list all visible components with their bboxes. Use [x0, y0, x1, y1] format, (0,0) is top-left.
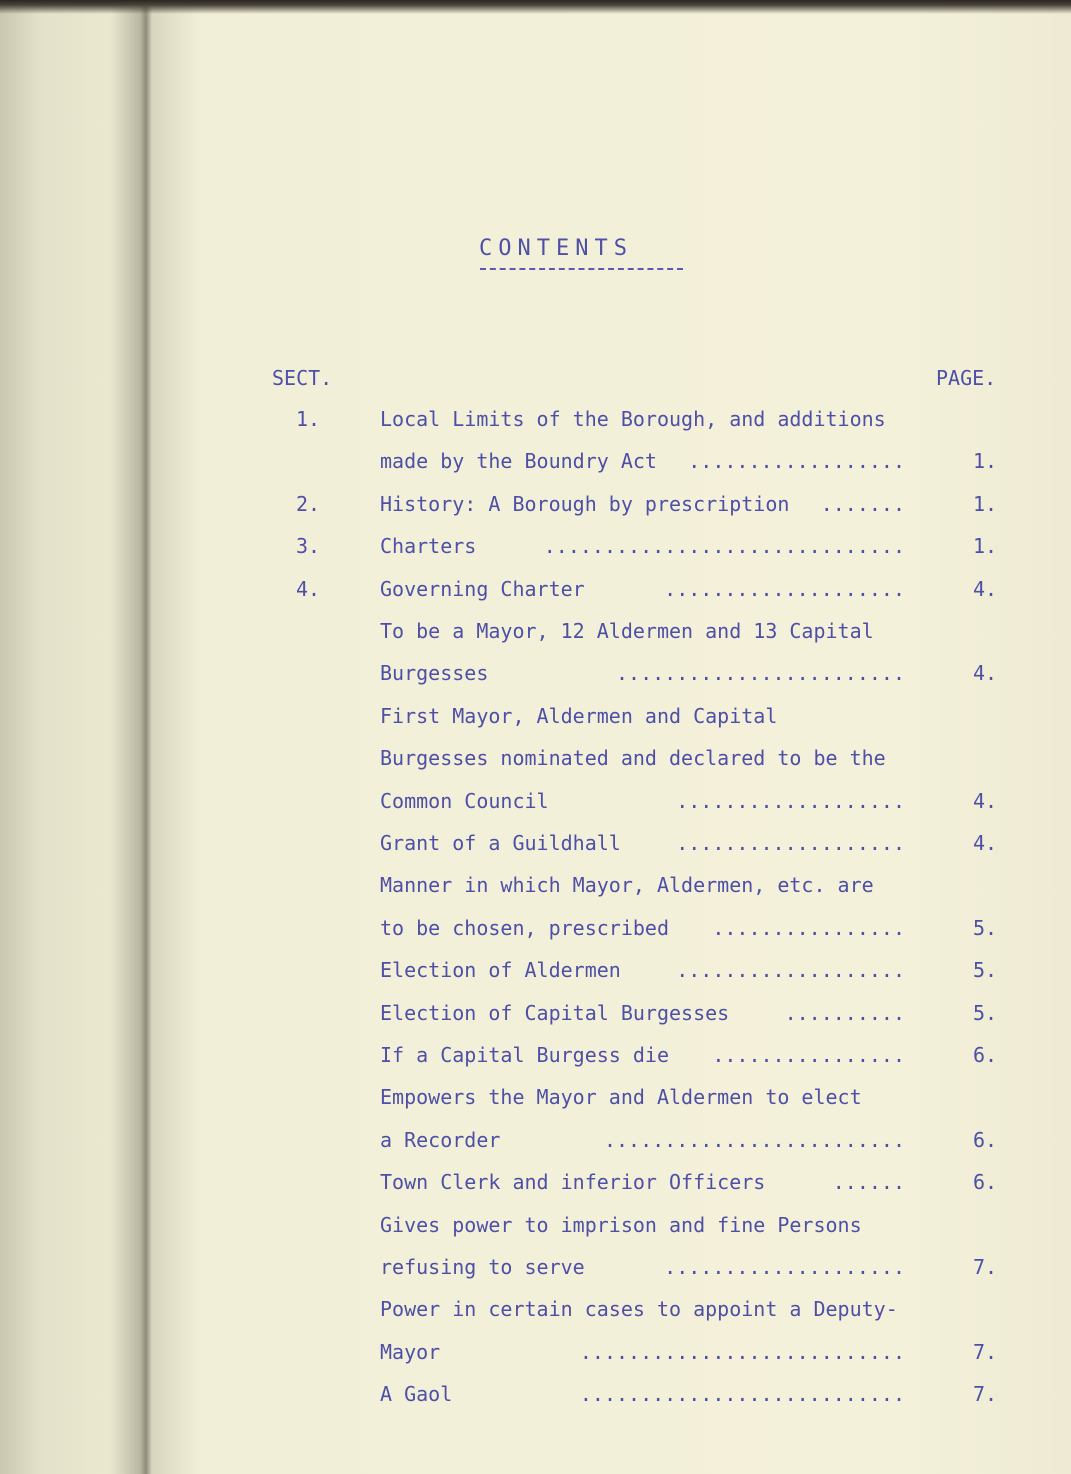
- contents-entry: [0, 1294, 1071, 1324]
- contents-entry: [0, 786, 1071, 816]
- entry-page-number: 6.: [973, 1170, 998, 1194]
- entry-title: Common Council: [380, 789, 549, 813]
- entry-page-number: 5.: [973, 958, 998, 982]
- contents-entry: [0, 1252, 1071, 1282]
- contents-entry: [0, 870, 1071, 900]
- heading-underline: [480, 268, 683, 270]
- entry-title: Governing Charter: [380, 577, 585, 601]
- entry-title: Mayor: [380, 1340, 441, 1364]
- entry-dot-leader: ..................: [688, 449, 905, 473]
- contents-heading: CONTENTS: [479, 236, 633, 261]
- contents-entry: [0, 531, 1071, 561]
- contents-entry: [0, 1082, 1071, 1112]
- contents-entry: [0, 616, 1071, 646]
- entry-dot-leader: ...........................: [579, 1382, 905, 1406]
- contents-entry: [0, 1210, 1071, 1240]
- contents-entry: [0, 1167, 1071, 1197]
- entry-dot-leader: ...........................: [579, 1340, 905, 1364]
- contents-entry: [0, 701, 1071, 731]
- entry-title: Election of Aldermen: [380, 958, 621, 982]
- page-top-shadow: [0, 0, 1071, 14]
- entry-page-number: 7.: [973, 1382, 998, 1406]
- entry-dot-leader: ......: [832, 1170, 905, 1194]
- entry-title: Town Clerk and inferior Officers: [380, 1170, 766, 1194]
- entry-section-number: 3.: [296, 534, 321, 558]
- entry-page-number: 1.: [973, 492, 998, 516]
- contents-entry: [0, 828, 1071, 858]
- entry-title: To be a Mayor, 12 Aldermen and 13 Capital: [380, 619, 874, 643]
- entry-section-number: 2.: [296, 492, 321, 516]
- entry-title: Burgesses: [380, 661, 489, 685]
- entry-dot-leader: ..........: [784, 1001, 905, 1025]
- page-column-header: PAGE.: [936, 366, 997, 390]
- entry-title: If a Capital Burgess die: [380, 1043, 669, 1067]
- entry-dot-leader: ................: [712, 1043, 905, 1067]
- entry-title: refusing to serve: [380, 1255, 585, 1279]
- entry-title: A Gaol: [380, 1382, 453, 1406]
- contents-entry: [0, 489, 1071, 519]
- entry-section-number: 4.: [296, 577, 321, 601]
- entry-title: Manner in which Mayor, Aldermen, etc. are: [380, 873, 874, 897]
- contents-entry: [0, 743, 1071, 773]
- entry-title: Empowers the Mayor and Aldermen to elect: [380, 1085, 862, 1109]
- contents-entry: [0, 574, 1071, 604]
- contents-entry: [0, 998, 1071, 1028]
- contents-entry: [0, 1040, 1071, 1070]
- entry-dot-leader: ...................: [676, 958, 905, 982]
- entry-title: Local Limits of the Borough, and additions: [380, 407, 886, 431]
- entry-title: History: A Borough by prescription: [380, 492, 790, 516]
- entry-page-number: 7.: [973, 1340, 998, 1364]
- entry-dot-leader: .......: [820, 492, 905, 516]
- entry-page-number: 4.: [973, 789, 998, 813]
- contents-entry: [0, 955, 1071, 985]
- entry-dot-leader: .........................: [603, 1128, 905, 1152]
- entry-title: Power in certain cases to appoint a Deputy-: [380, 1297, 898, 1321]
- entry-page-number: 6.: [973, 1128, 998, 1152]
- entry-dot-leader: ....................: [664, 577, 905, 601]
- entry-dot-leader: ..............................: [543, 534, 905, 558]
- contents-entry: [0, 1379, 1071, 1409]
- contents-entry: [0, 913, 1071, 943]
- entry-title: Election of Capital Burgesses: [380, 1001, 730, 1025]
- contents-entry: [0, 1125, 1071, 1155]
- entry-title: Charters: [380, 534, 477, 558]
- entry-title: to be chosen, prescribed: [380, 916, 669, 940]
- entry-page-number: 4.: [973, 577, 998, 601]
- entry-page-number: 7.: [973, 1255, 998, 1279]
- entry-title: Grant of a Guildhall: [380, 831, 621, 855]
- entry-page-number: 1.: [973, 534, 998, 558]
- entry-page-number: 5.: [973, 1001, 998, 1025]
- entry-dot-leader: ........................: [616, 661, 905, 685]
- entry-title: Gives power to imprison and fine Persons: [380, 1213, 862, 1237]
- entry-page-number: 4.: [973, 661, 998, 685]
- contents-entry: [0, 446, 1071, 476]
- entry-title: a Recorder: [380, 1128, 501, 1152]
- entry-page-number: 1.: [973, 449, 998, 473]
- entry-title: First Mayor, Aldermen and Capital: [380, 704, 778, 728]
- entry-dot-leader: ....................: [664, 1255, 905, 1279]
- entry-dot-leader: ................: [712, 916, 905, 940]
- contents-entry: [0, 404, 1071, 434]
- section-column-header: SECT.: [272, 366, 333, 390]
- entry-title: made by the Boundry Act: [380, 449, 657, 473]
- entry-section-number: 1.: [296, 407, 321, 431]
- entry-page-number: 6.: [973, 1043, 998, 1067]
- contents-entry: [0, 658, 1071, 688]
- entry-page-number: 5.: [973, 916, 998, 940]
- contents-entry: [0, 1337, 1071, 1367]
- entry-title: Burgesses nominated and declared to be the: [380, 746, 886, 770]
- entry-dot-leader: ...................: [676, 789, 905, 813]
- entry-dot-leader: ...................: [676, 831, 905, 855]
- entry-page-number: 4.: [973, 831, 998, 855]
